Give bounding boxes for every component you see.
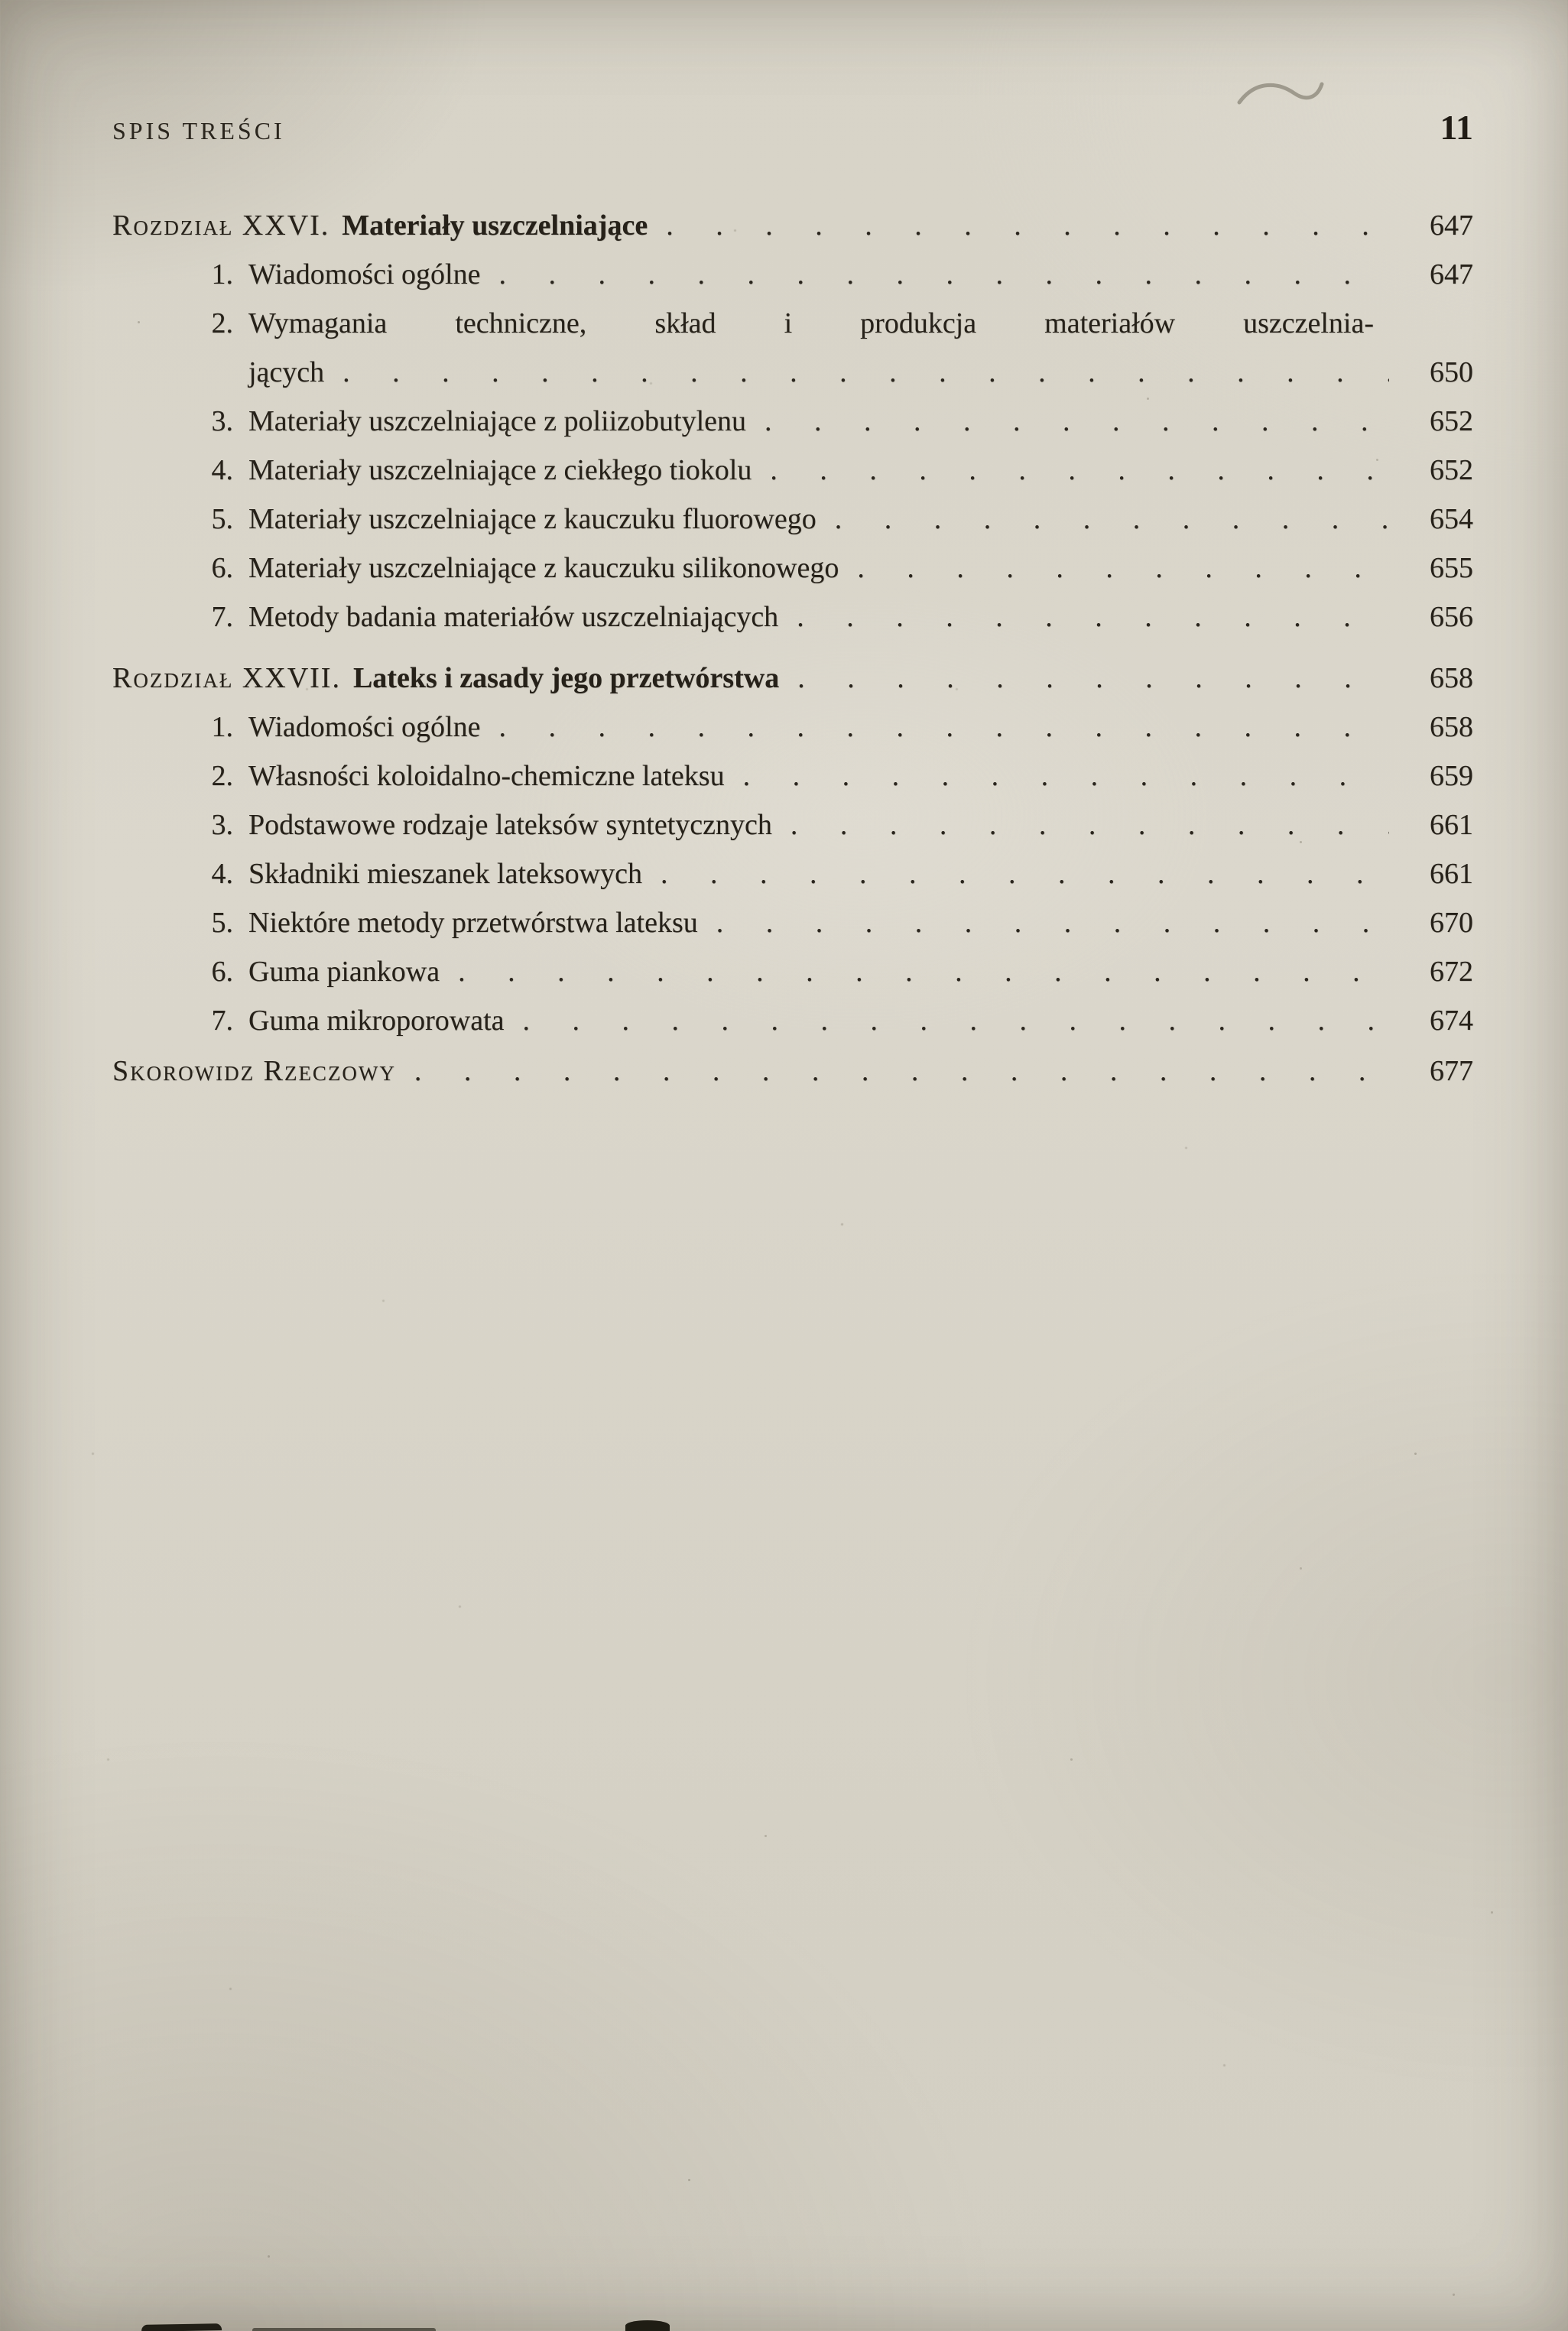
dot-leader — [797, 592, 1389, 641]
page-ref: 677 — [1430, 1055, 1473, 1087]
folio-page-number: 11 — [1440, 108, 1473, 147]
entry-title-continuation: jących — [248, 356, 325, 388]
page-ref: 654 — [1430, 503, 1473, 535]
entry-number: 3. — [211, 405, 233, 437]
toc-entry — [112, 250, 1473, 299]
page-header — [112, 107, 1473, 148]
entry-title: Podstawowe rodzaje lateksów syntetycznych — [248, 809, 772, 841]
page-ref: 670 — [1430, 907, 1473, 939]
entry-title: Niektóre metody przetwórstwa lateksu — [248, 907, 698, 939]
page-ref: 656 — [1430, 601, 1473, 633]
entry-number: 4. — [211, 858, 233, 890]
chapter-heading — [112, 201, 1473, 250]
scan-edge-artifact — [252, 2328, 436, 2331]
dot-leader — [770, 446, 1389, 495]
toc-header-label: SPIS TREŚCI — [112, 117, 285, 144]
page-content — [112, 107, 1473, 1096]
entry-title: Materiały uszczelniające z poliizobutylenu — [248, 405, 746, 437]
page-ref: 647 — [1430, 209, 1473, 242]
entry-number: 4. — [211, 454, 233, 486]
dot-leader — [458, 947, 1389, 996]
dot-leader — [498, 703, 1389, 752]
page-ref: 650 — [1430, 356, 1473, 388]
toc-entry — [112, 397, 1473, 446]
dot-leader — [835, 495, 1389, 544]
table-of-contents — [112, 201, 1473, 1096]
scan-edge-artifact — [141, 2323, 222, 2331]
toc-entry — [112, 299, 1473, 348]
chapter-heading — [112, 654, 1473, 703]
toc-entry — [112, 800, 1473, 849]
entry-title: Wiadomości ogólne — [248, 711, 481, 743]
entry-number: 2. — [211, 307, 233, 339]
dot-leader — [857, 544, 1389, 592]
toc-entry — [112, 752, 1473, 800]
page-ref: 659 — [1430, 760, 1473, 792]
dot-leader — [790, 800, 1389, 849]
page-ref: 652 — [1430, 454, 1473, 486]
entry-number: 6. — [211, 956, 233, 988]
entry-number: 1. — [211, 258, 233, 291]
entry-title: Materiały uszczelniające z ciekłego tiokolu — [248, 454, 752, 486]
page-ref: 674 — [1430, 1005, 1473, 1037]
entry-title: Guma piankowa — [248, 956, 440, 988]
toc-entry — [112, 446, 1473, 495]
entry-number: 5. — [211, 907, 233, 939]
entry-number: 5. — [211, 503, 233, 535]
entry-number: 7. — [211, 601, 233, 633]
dot-leader — [716, 898, 1389, 947]
entry-number: 7. — [211, 1005, 233, 1037]
dot-leader — [666, 201, 1389, 250]
entry-number: 6. — [211, 552, 233, 584]
entry-title: Guma mikroporowata — [248, 1005, 505, 1037]
entry-title: Materiały uszczelniające z kauczuku silikonowego — [248, 552, 839, 584]
toc-section-chapter-27 — [112, 654, 1473, 1045]
entry-title: Składniki mieszanek lateksowych — [248, 858, 642, 890]
page-ref: 647 — [1430, 258, 1473, 291]
page-ref: 655 — [1430, 552, 1473, 584]
entry-title: Własności koloidalno-chemiczne lateksu — [248, 760, 725, 792]
dot-leader — [743, 752, 1389, 800]
dot-leader — [523, 996, 1389, 1045]
dot-leader — [414, 1047, 1389, 1096]
toc-entry — [112, 703, 1473, 752]
index-heading — [112, 1047, 1473, 1096]
toc-entry — [112, 544, 1473, 592]
page-ref: 661 — [1430, 809, 1473, 841]
chapter-prefix: Rozdział XXVI. — [112, 209, 330, 242]
toc-index — [112, 1047, 1473, 1096]
entry-title: Materiały uszczelniające z kauczuku fluorowego — [248, 503, 816, 535]
entry-number: 3. — [211, 809, 233, 841]
dot-leader — [797, 654, 1389, 703]
paper-speckles — [0, 0, 2, 2]
entry-title: Metody badania materiałów uszczelniających — [248, 601, 779, 633]
dot-leader — [661, 849, 1389, 898]
toc-entry-continuation — [112, 348, 1473, 397]
page-ref: 652 — [1430, 405, 1473, 437]
entry-title: Wymagania techniczne, skład i produkcja materiałów uszczelnia- — [248, 307, 1374, 339]
toc-entry — [112, 996, 1473, 1045]
page-ref: 661 — [1430, 858, 1473, 890]
page-ref: 658 — [1430, 662, 1473, 694]
entry-number: 1. — [211, 711, 233, 743]
toc-entry — [112, 947, 1473, 996]
dot-leader — [498, 250, 1389, 299]
scan-edge-artifact — [625, 2320, 670, 2331]
chapter-title: Lateks i zasady jego przetwórstwa — [352, 662, 780, 694]
page-ref: 658 — [1430, 711, 1473, 743]
entry-number: 2. — [211, 760, 233, 792]
chapter-prefix: Rozdział XXVII. — [112, 662, 341, 694]
index-label: Skorowidz Rzeczowy — [112, 1055, 396, 1087]
toc-section-chapter-26 — [112, 201, 1473, 641]
toc-entry — [112, 849, 1473, 898]
toc-entry — [112, 495, 1473, 544]
page-ref: 672 — [1430, 956, 1473, 988]
toc-entry — [112, 592, 1473, 641]
entry-title: Wiadomości ogólne — [248, 258, 481, 291]
dot-leader — [765, 397, 1389, 446]
chapter-title: Materiały uszczelniające — [342, 209, 648, 242]
dot-leader — [342, 348, 1389, 397]
toc-entry — [112, 898, 1473, 947]
